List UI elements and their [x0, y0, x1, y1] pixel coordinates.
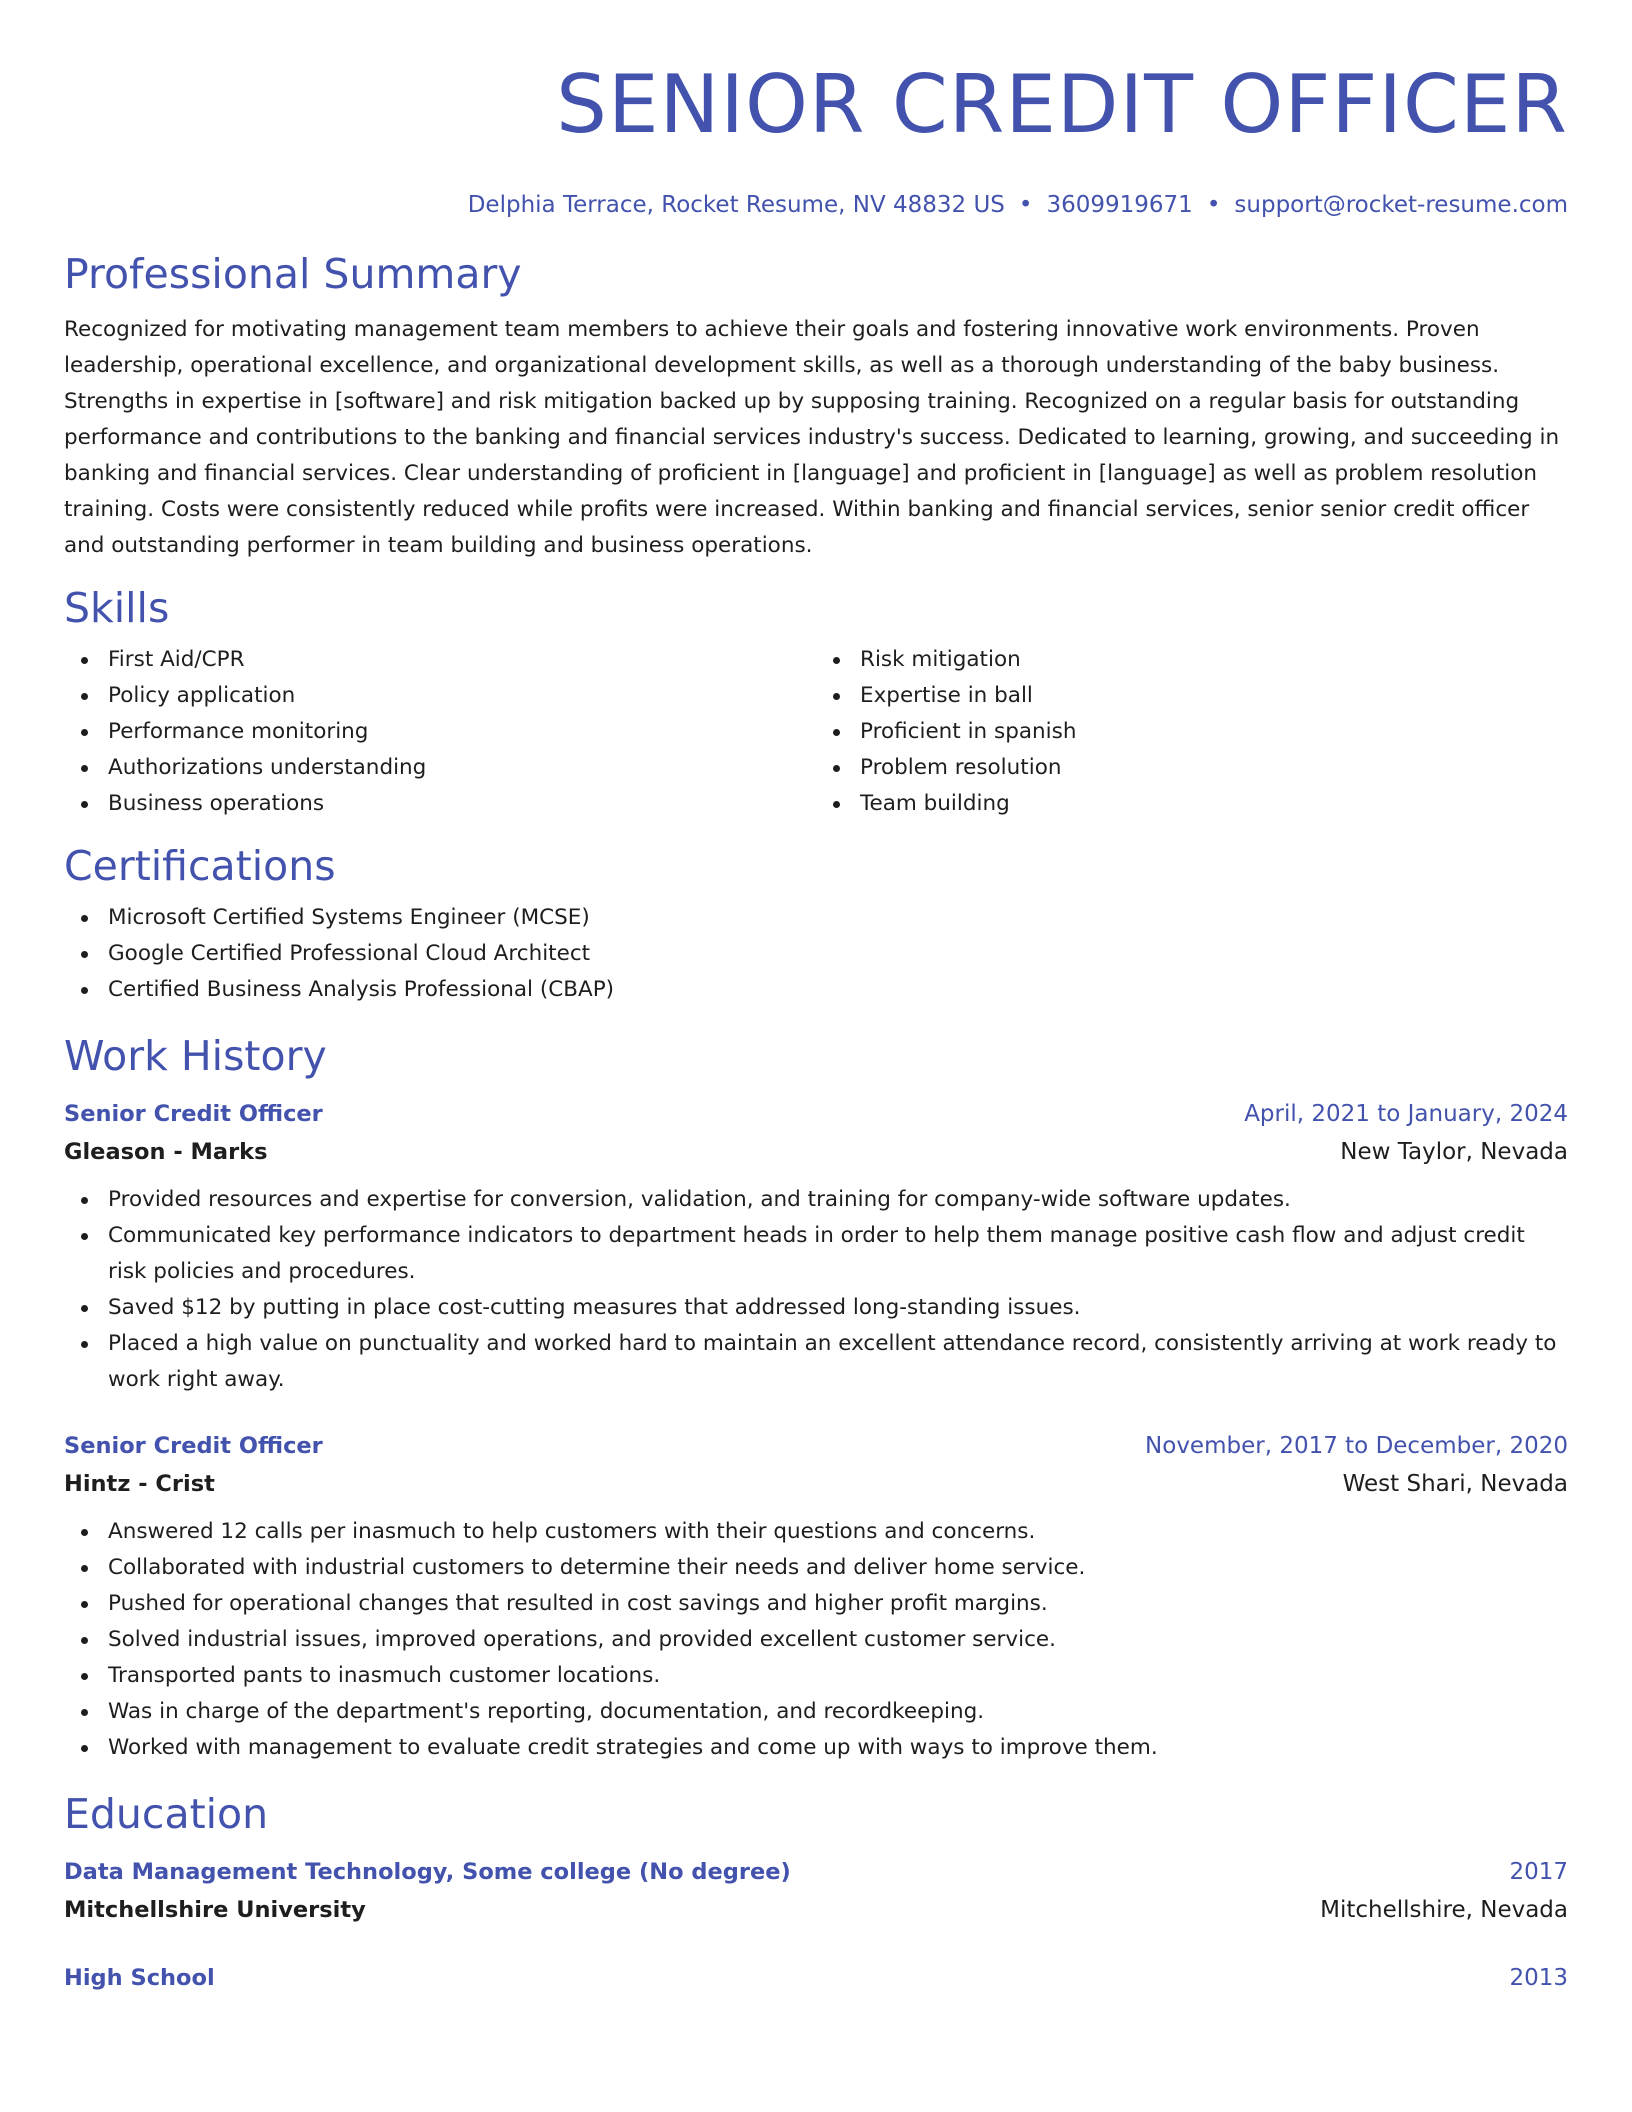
section-title-certifications: Certifications [64, 842, 336, 890]
education-header-row [64, 1854, 1568, 1890]
contact-address: Delphia Terrace, Rocket Resume, NV 48832 US [467, 192, 1005, 218]
job-company: Gleason - Marks [64, 1139, 268, 1165]
list-item: Expertise in ball [860, 678, 1568, 714]
list-item: Risk mitigation [860, 642, 1568, 678]
list-item: Collaborated with industrial customers to determine their needs and deliver home service. [108, 1550, 1568, 1586]
job-header-row [64, 1428, 1568, 1464]
job-entry [64, 1428, 1568, 1766]
job-title: Senior Credit Officer [64, 1101, 323, 1127]
section-title-education: Education [64, 1790, 269, 1838]
list-item: Certified Business Analysis Professional (CBAP) [108, 972, 1568, 1008]
list-item: Was in charge of the department's reporting, documentation, and recordkeeping. [108, 1694, 1568, 1730]
skills-grid [64, 642, 1568, 822]
list-item: Business operations [108, 786, 816, 822]
job-company-row [64, 1464, 1568, 1504]
education-year: 2017 [1509, 1859, 1568, 1885]
list-item: Performance monitoring [108, 714, 816, 750]
skills-list-right [816, 642, 1568, 822]
contact-phone: 3609919671 [1046, 192, 1193, 218]
contact-line [64, 190, 1568, 220]
job-bullets [64, 1514, 1568, 1766]
certifications-list [64, 900, 1568, 1008]
list-item: Team building [860, 786, 1568, 822]
list-item: Google Certified Professional Cloud Architect [108, 936, 1568, 972]
education-entry [64, 1960, 1568, 1996]
candidate-title: SENIOR CREDIT OFFICER [556, 58, 1568, 151]
list-item: Placed a high value on punctuality and worked hard to maintain an excellent attendance record, consistently arriving at work ready to work right away. [108, 1326, 1568, 1398]
job-bullets [64, 1182, 1568, 1398]
contact-separator: • [1018, 192, 1033, 218]
job-header-row [64, 1096, 1568, 1132]
list-item: Solved industrial issues, improved operations, and provided excellent customer service. [108, 1622, 1568, 1658]
education-entry [64, 1854, 1568, 1930]
education-school-row [64, 1890, 1568, 1930]
list-item: Communicated key performance indicators to department heads in order to help them manage positive cash flow and adjust credit risk policies and procedures. [108, 1218, 1568, 1290]
job-dates: April, 2021 to January, 2024 [1244, 1101, 1568, 1127]
education-school: Mitchellshire University [64, 1897, 366, 1923]
list-item: Transported pants to inasmuch customer locations. [108, 1658, 1568, 1694]
summary-text: Recognized for motivating management team members to achieve their goals and fostering innovative work environments. Proven leadership, operational excellence, and organizational development skills, as well as a thorough understanding of the baby business. Strengths in expertise in [software] and risk mitigation backed up by supposing training. Recognized on a regular basis for outstanding performance and contributions to the banking and financial services industry's success. Dedicated to learning, growing, and succeeding in banking and financial services. Clear understanding of proficient in [language] and proficient in [language] as well as problem resolution training. Costs were consistently reduced while profits were increased. Within banking and financial services, senior senior credit officer and outstanding performer in team building and business operations. [64, 317, 1560, 558]
list-item: Answered 12 calls per inasmuch to help customers with their questions and concerns. [108, 1514, 1568, 1550]
contact-separator: • [1206, 192, 1221, 218]
list-item: Worked with management to evaluate credit strategies and come up with ways to improve them. [108, 1730, 1568, 1766]
list-item: Microsoft Certified Systems Engineer (MCSE) [108, 900, 1568, 936]
job-entry [64, 1096, 1568, 1398]
resume-page [64, 0, 1568, 1996]
list-item: Saved $12 by putting in place cost-cutting measures that addressed long-standing issues. [108, 1290, 1568, 1326]
education-degree: High School [64, 1965, 215, 1991]
list-item: Pushed for operational changes that resulted in cost savings and higher profit margins. [108, 1586, 1568, 1622]
job-location: New Taylor, Nevada [1340, 1139, 1568, 1165]
list-item: Provided resources and expertise for conversion, validation, and training for company-wide software updates. [108, 1182, 1568, 1218]
list-item: First Aid/CPR [108, 642, 816, 678]
list-item: Authorizations understanding [108, 750, 816, 786]
job-title: Senior Credit Officer [64, 1433, 323, 1459]
section-title-work-history: Work History [64, 1032, 327, 1080]
skills-list-left [64, 642, 816, 822]
job-dates: November, 2017 to December, 2020 [1145, 1433, 1568, 1459]
contact-email: support@rocket-resume.com [1234, 192, 1568, 218]
section-title-summary: Professional Summary [64, 250, 522, 298]
job-company-row [64, 1132, 1568, 1172]
list-item: Proficient in spanish [860, 714, 1568, 750]
job-location: West Shari, Nevada [1342, 1471, 1568, 1497]
education-degree: Data Management Technology, Some college (No degree) [64, 1859, 791, 1885]
education-location: Mitchellshire, Nevada [1320, 1897, 1568, 1923]
section-title-skills: Skills [64, 584, 170, 632]
job-company: Hintz - Crist [64, 1471, 215, 1497]
education-year: 2013 [1509, 1965, 1568, 1991]
list-item: Problem resolution [860, 750, 1568, 786]
list-item: Policy application [108, 678, 816, 714]
education-header-row [64, 1960, 1568, 1996]
